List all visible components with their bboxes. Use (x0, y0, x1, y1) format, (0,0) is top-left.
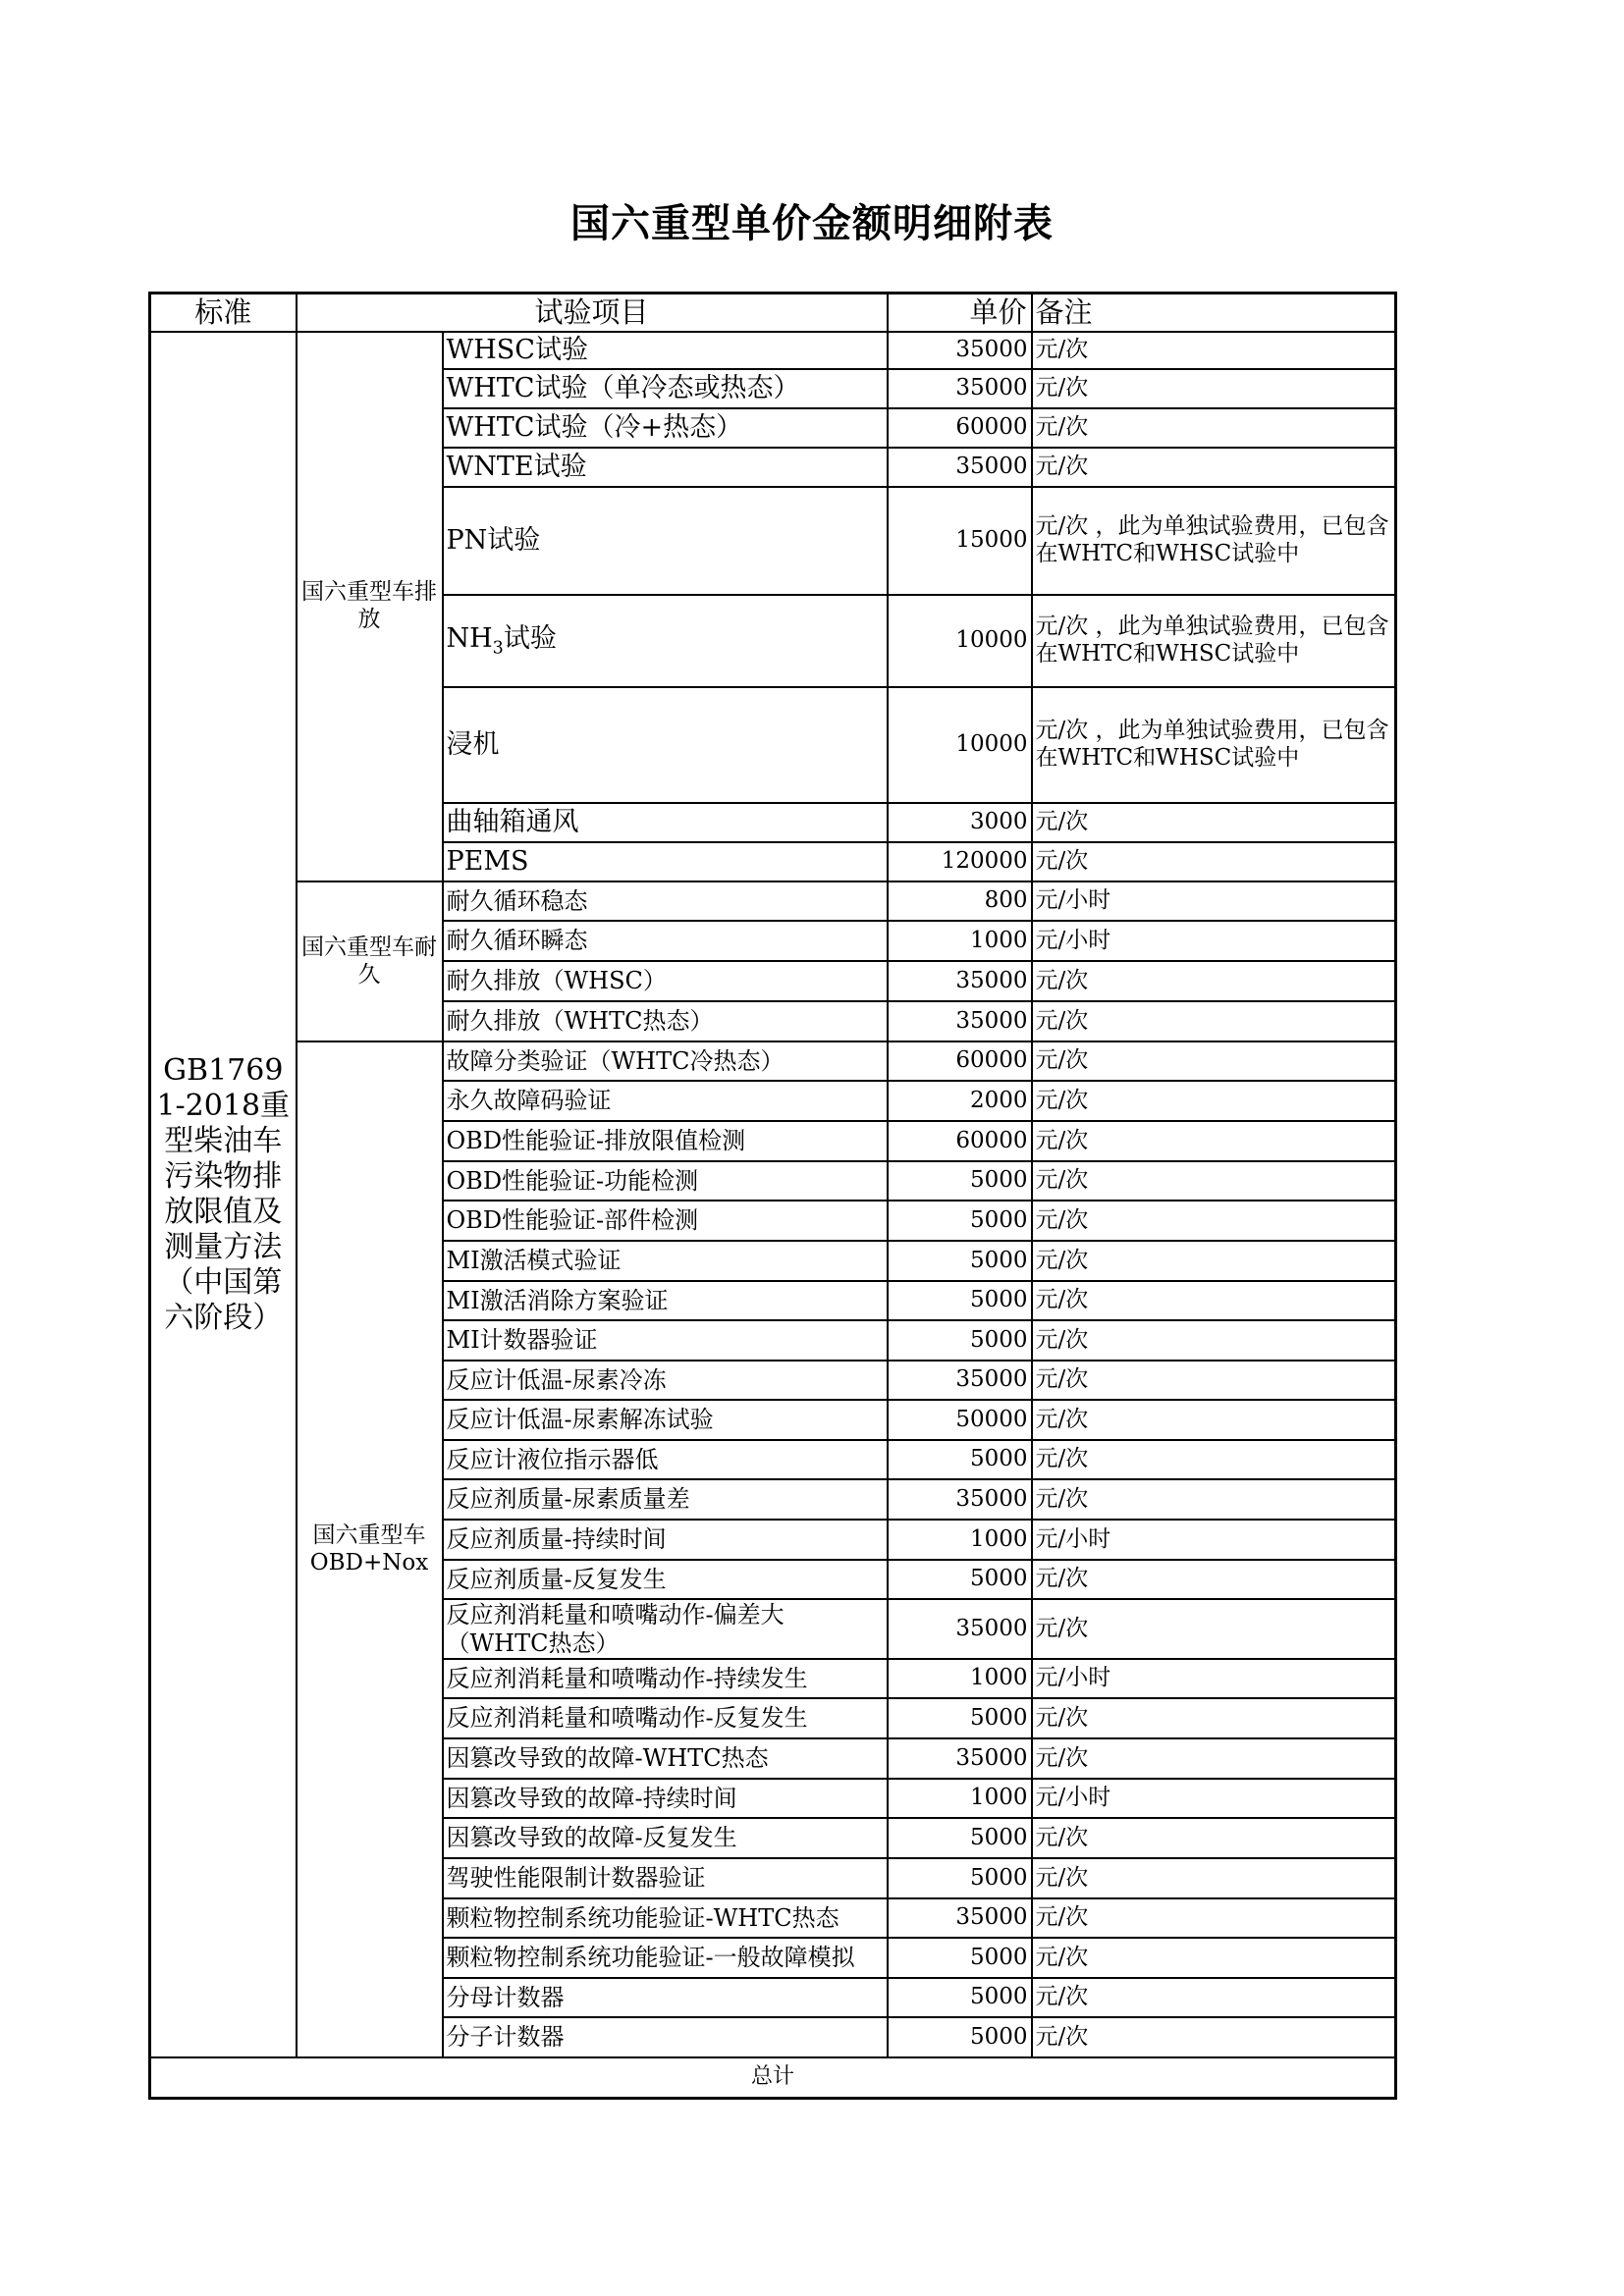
test-item-cell: 分子计数器 (443, 2017, 888, 2057)
test-item-cell: 因篡改导致的故障-WHTC热态 (443, 1738, 888, 1779)
unit-price-cell: 35000 (888, 369, 1032, 408)
unit-price-cell: 1000 (888, 1779, 1032, 1818)
table-row (150, 881, 1396, 921)
test-item-cell: PN试验 (443, 487, 888, 595)
unit-price-cell: 1000 (888, 1659, 1032, 1698)
test-item-cell: WNTE试验 (443, 448, 888, 487)
test-item-cell: MI激活消除方案验证 (443, 1281, 888, 1320)
table-header-row (150, 294, 1396, 333)
unit-price-cell: 60000 (888, 408, 1032, 448)
remark-cell: 元/次 (1032, 1400, 1396, 1440)
unit-price-cell: 1000 (888, 921, 1032, 961)
unit-price-cell: 35000 (888, 1361, 1032, 1400)
unit-price-cell: 5000 (888, 1440, 1032, 1479)
remark-cell: 元/次 (1032, 1121, 1396, 1161)
remark-cell: 元/次 (1032, 1978, 1396, 2017)
test-item-cell: OBD性能验证-功能检测 (443, 1161, 888, 1201)
remark-cell: 元/次 (1032, 1361, 1396, 1400)
test-item-cell: 反应剂质量-持续时间 (443, 1520, 888, 1560)
unit-price-cell: 5000 (888, 1938, 1032, 1978)
test-item-cell: 浸机 (443, 687, 888, 803)
remark-cell: 元/次 (1032, 1241, 1396, 1281)
remark-cell: 元/次 (1032, 842, 1396, 881)
remark-cell: 元/次 (1032, 1898, 1396, 1938)
test-item-cell: 反应剂消耗量和喷嘴动作-反复发生 (443, 1698, 888, 1738)
remark-cell: 元/次 (1032, 1698, 1396, 1738)
unit-price-cell: 35000 (888, 961, 1032, 1001)
unit-price-cell: 5000 (888, 1818, 1032, 1858)
remark-cell: 元/次 (1032, 1041, 1396, 1081)
unit-price-cell: 35000 (888, 1479, 1032, 1520)
remark-cell: 元/次 (1032, 1001, 1396, 1041)
test-item-cell: PEMS (443, 842, 888, 881)
standard-cell: GB17691-2018重型柴油车污染物排放限值及测量方法（中国第六阶段） (150, 332, 297, 2057)
unit-price-cell: 15000 (888, 487, 1032, 595)
remark-cell: 元/小时 (1032, 881, 1396, 921)
test-item-cell: MI激活模式验证 (443, 1241, 888, 1281)
remark-cell: 元/次 (1032, 1560, 1396, 1599)
test-item-cell: 反应计低温-尿素解冻试验 (443, 1400, 888, 1440)
test-item-cell (443, 595, 888, 687)
test-item-cell: 耐久循环稳态 (443, 881, 888, 921)
test-item-cell: 耐久排放（WHTC热态） (443, 1001, 888, 1041)
unit-price-cell: 50000 (888, 1400, 1032, 1440)
test-item-cell: 反应剂消耗量和喷嘴动作-持续发生 (443, 1659, 888, 1698)
unit-price-cell: 35000 (888, 1898, 1032, 1938)
remark-cell: 元/次 (1032, 1938, 1396, 1978)
remark-cell: 元/次 (1032, 332, 1396, 369)
test-item-cell: 反应剂消耗量和喷嘴动作-偏差大（WHTC热态） (443, 1599, 888, 1659)
remark-cell: 元/次 (1032, 369, 1396, 408)
unit-price-cell: 35000 (888, 448, 1032, 487)
remark-cell: 元/小时 (1032, 1520, 1396, 1560)
test-item-cell: 永久故障码验证 (443, 1081, 888, 1121)
remark-cell: 元/次 (1032, 1281, 1396, 1320)
remark-cell: 元/次 ，此为单独试验费用，已包含在WHTC和WHSC试验中 (1032, 595, 1396, 687)
group-cell: 国六重型车耐久 (297, 881, 443, 1041)
test-item-cell: 故障分类验证（WHTC冷热态） (443, 1041, 888, 1081)
header-test-item: 试验项目 (297, 294, 888, 333)
remark-cell: 元/次 (1032, 1858, 1396, 1898)
unit-price-cell: 35000 (888, 332, 1032, 369)
unit-price-cell: 5000 (888, 2017, 1032, 2057)
remark-cell: 元/次 (1032, 1599, 1396, 1659)
unit-price-cell: 2000 (888, 1081, 1032, 1121)
header-standard: 标准 (150, 294, 297, 333)
remark-cell: 元/小时 (1032, 1779, 1396, 1818)
test-item-subscript: 3 (492, 638, 504, 659)
unit-price-cell: 1000 (888, 1520, 1032, 1560)
remark-cell: 元/次 ，此为单独试验费用，已包含在WHTC和WHSC试验中 (1032, 487, 1396, 595)
test-item-cell: 因篡改导致的故障-持续时间 (443, 1779, 888, 1818)
test-item-cell: OBD性能验证-排放限值检测 (443, 1121, 888, 1161)
test-item-cell: 耐久循环瞬态 (443, 921, 888, 961)
test-item-cell: 因篡改导致的故障-反复发生 (443, 1818, 888, 1858)
unit-price-cell: 10000 (888, 595, 1032, 687)
unit-price-cell: 35000 (888, 1599, 1032, 1659)
unit-price-cell: 35000 (888, 1001, 1032, 1041)
total-row (150, 2057, 1396, 2099)
unit-price-cell: 800 (888, 881, 1032, 921)
test-item-cell: OBD性能验证-部件检测 (443, 1201, 888, 1241)
remark-cell: 元/次 (1032, 803, 1396, 842)
remark-cell: 元/次 (1032, 1738, 1396, 1779)
price-detail-table (148, 292, 1397, 2100)
test-item-cell: 驾驶性能限制计数器验证 (443, 1858, 888, 1898)
remark-cell: 元/小时 (1032, 1659, 1396, 1698)
remark-cell: 元/次 (1032, 1201, 1396, 1241)
unit-price-cell: 5000 (888, 1858, 1032, 1898)
test-item-cell: 颗粒物控制系统功能验证-WHTC热态 (443, 1898, 888, 1938)
test-item-cell: 反应剂质量-尿素质量差 (443, 1479, 888, 1520)
remark-cell: 元/次 (1032, 408, 1396, 448)
test-item-tail-text: 试验 (503, 622, 557, 654)
table-row (150, 332, 1396, 369)
test-item-cell: 颗粒物控制系统功能验证-一般故障模拟 (443, 1938, 888, 1978)
remark-cell: 元/次 (1032, 1440, 1396, 1479)
total-label: 总计 (150, 2057, 1396, 2099)
test-item-cell: 反应剂质量-反复发生 (443, 1560, 888, 1599)
unit-price-cell: 5000 (888, 1320, 1032, 1361)
test-item-cell: WHTC试验（冷+热态） (443, 408, 888, 448)
unit-price-cell: 120000 (888, 842, 1032, 881)
test-item-main-text: NH (446, 622, 493, 654)
test-item-cell: 曲轴箱通风 (443, 803, 888, 842)
test-item-cell: 耐久排放（WHSC） (443, 961, 888, 1001)
remark-cell: 元/次 (1032, 1081, 1396, 1121)
remark-cell: 元/次 ，此为单独试验费用，已包含在WHTC和WHSC试验中 (1032, 687, 1396, 803)
group-cell: 国六重型车排放 (297, 332, 443, 881)
remark-cell: 元/次 (1032, 1479, 1396, 1520)
remark-cell: 元/次 (1032, 1818, 1396, 1858)
unit-price-cell: 5000 (888, 1161, 1032, 1201)
test-item-cell: 分母计数器 (443, 1978, 888, 2017)
test-item-cell: WHSC试验 (443, 332, 888, 369)
test-item-cell: WHTC试验（单冷态或热态） (443, 369, 888, 408)
unit-price-cell: 5000 (888, 1281, 1032, 1320)
unit-price-cell: 5000 (888, 1560, 1032, 1599)
remark-cell: 元/次 (1032, 961, 1396, 1001)
remark-cell: 元/次 (1032, 448, 1396, 487)
remark-cell: 元/次 (1032, 1320, 1396, 1361)
remark-cell: 元/小时 (1032, 921, 1396, 961)
unit-price-cell: 3000 (888, 803, 1032, 842)
unit-price-cell: 60000 (888, 1121, 1032, 1161)
header-remark: 备注 (1032, 294, 1396, 333)
remark-cell: 元/次 (1032, 1161, 1396, 1201)
unit-price-cell: 10000 (888, 687, 1032, 803)
header-unit-price: 单价 (888, 294, 1032, 333)
test-item-cell: 反应计低温-尿素冷冻 (443, 1361, 888, 1400)
unit-price-cell: 5000 (888, 1201, 1032, 1241)
page-title: 国六重型单价金额明细附表 (570, 201, 1054, 246)
test-item-cell: 反应计液位指示器低 (443, 1440, 888, 1479)
unit-price-cell: 35000 (888, 1738, 1032, 1779)
remark-cell: 元/次 (1032, 2017, 1396, 2057)
test-item-cell: MI计数器验证 (443, 1320, 888, 1361)
table-row (150, 1041, 1396, 1081)
unit-price-cell: 5000 (888, 1241, 1032, 1281)
unit-price-cell: 5000 (888, 1698, 1032, 1738)
unit-price-cell: 5000 (888, 1978, 1032, 2017)
group-cell: 国六重型车OBD+Nox (297, 1041, 443, 2057)
unit-price-cell: 60000 (888, 1041, 1032, 1081)
